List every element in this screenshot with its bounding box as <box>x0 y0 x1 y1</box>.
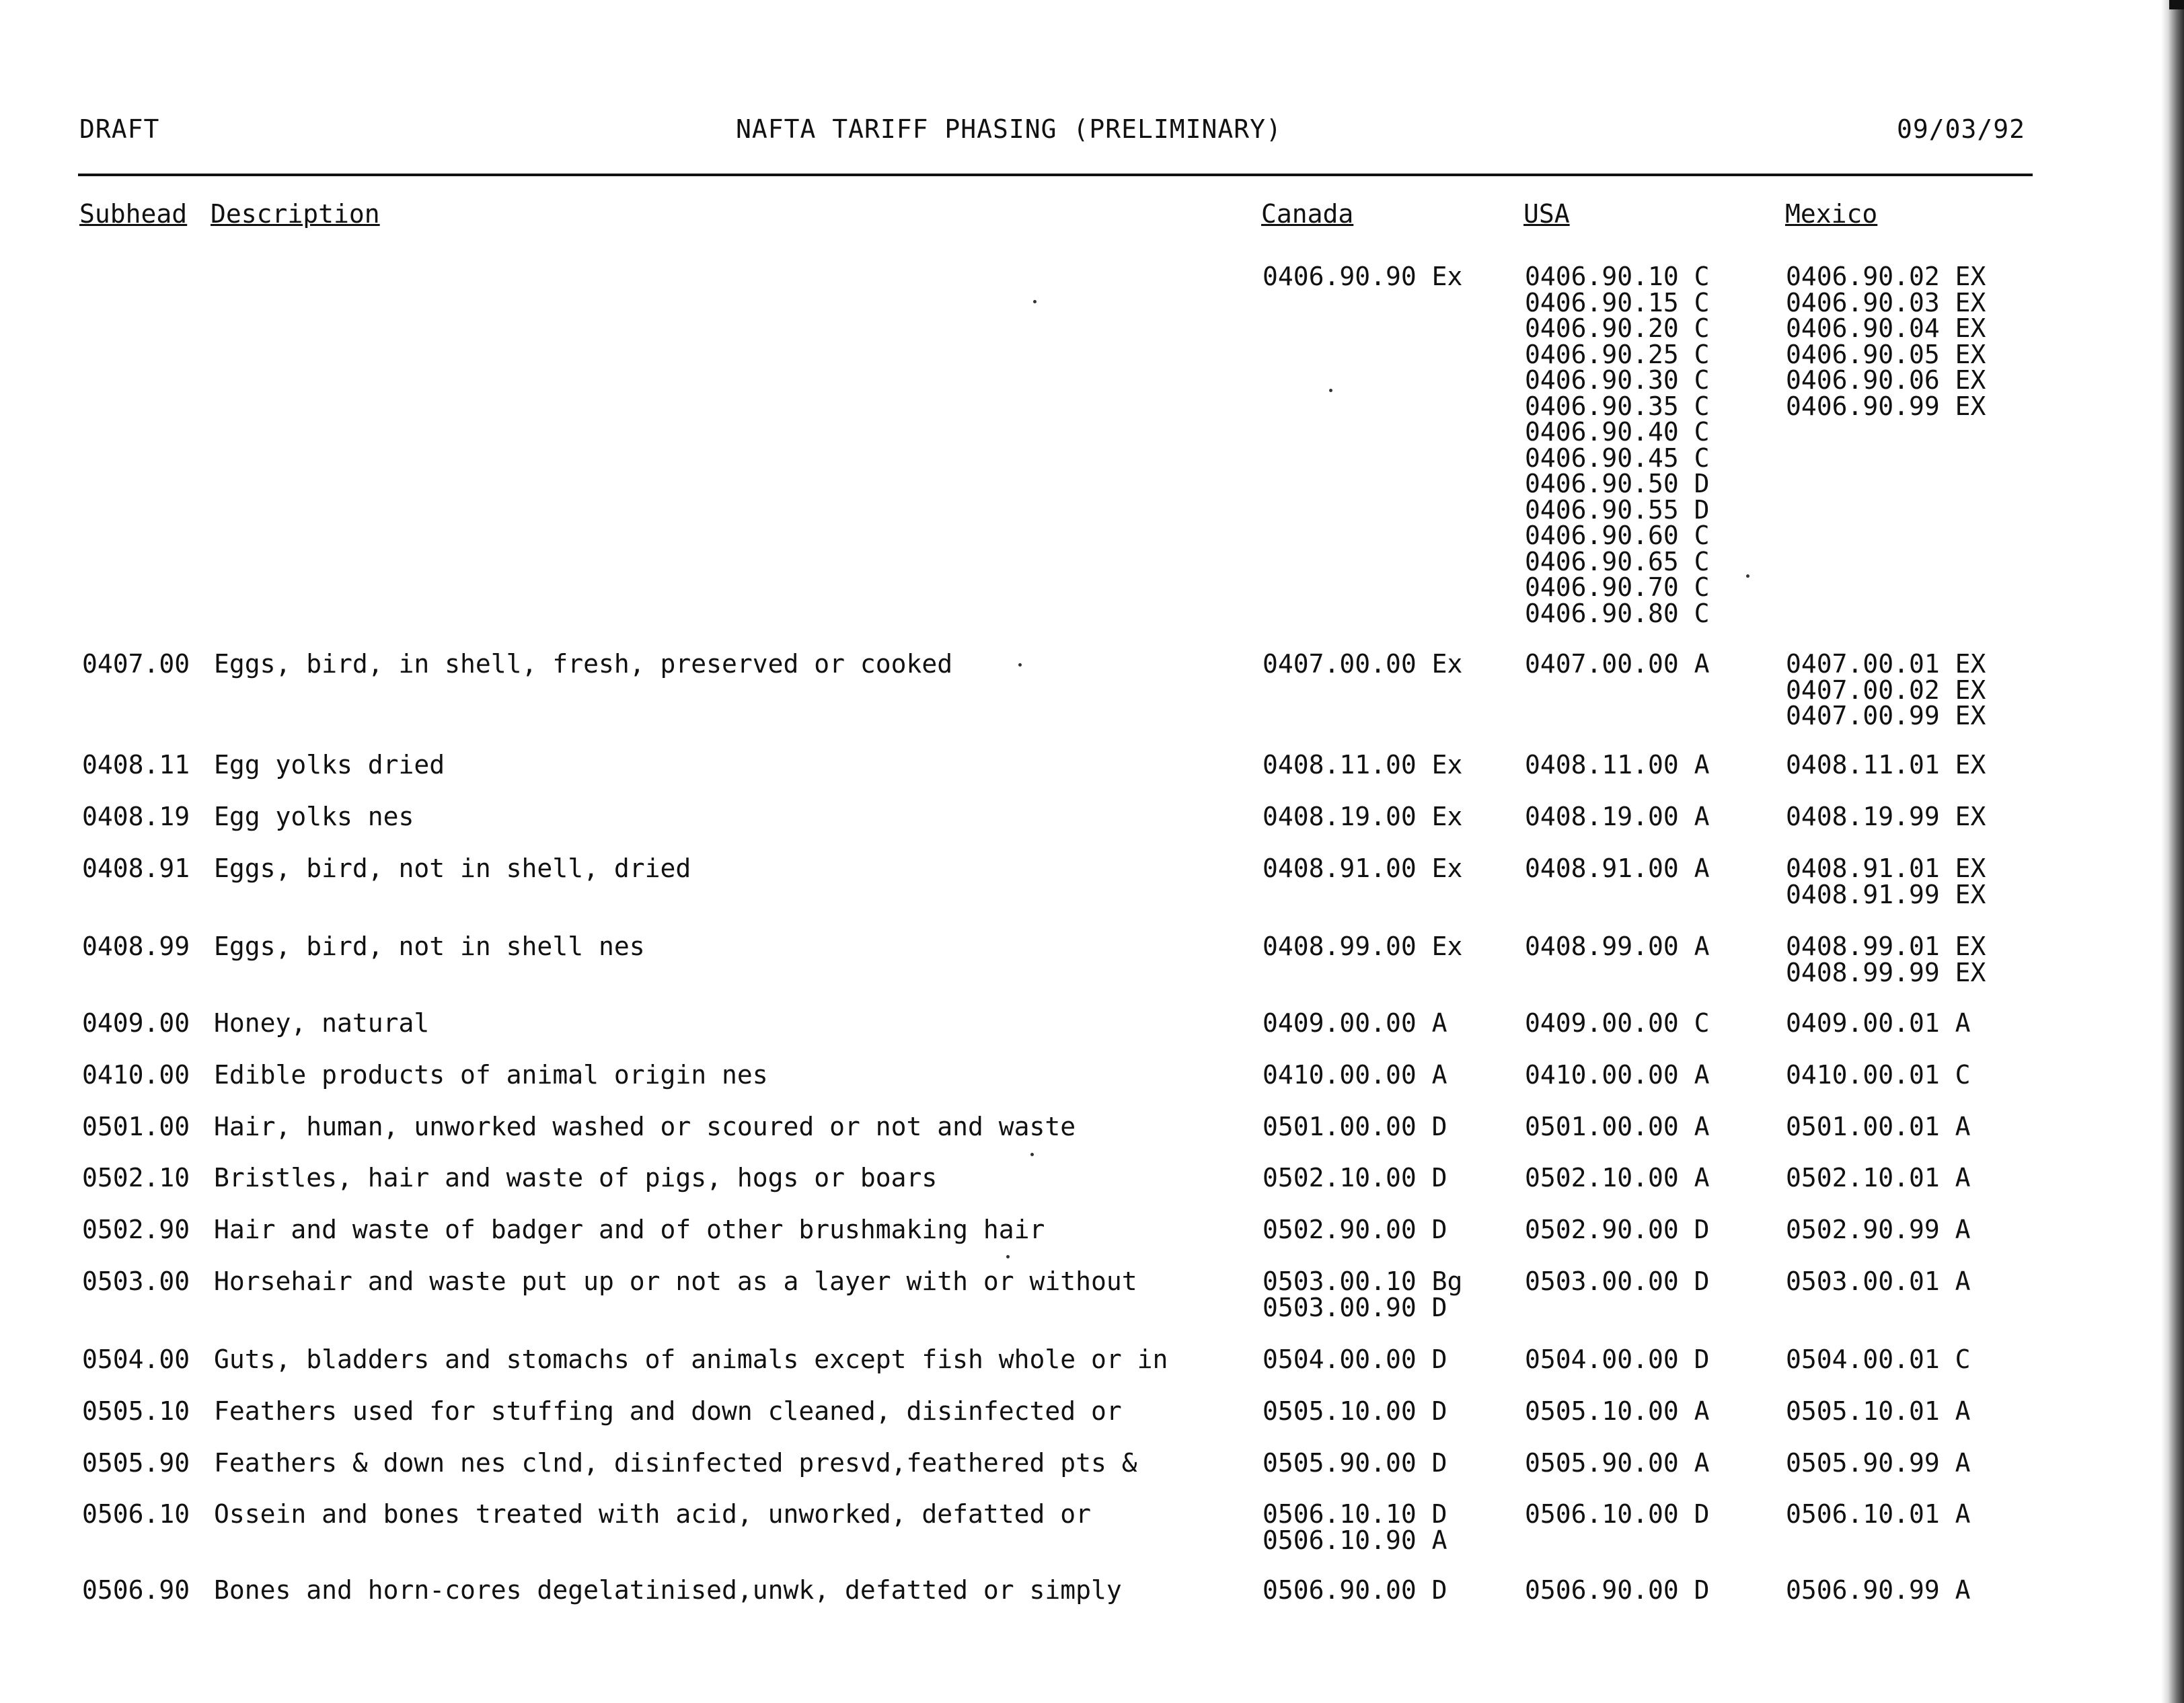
row-mexico-codes <box>1786 752 1986 778</box>
scan-speck <box>1033 300 1037 303</box>
usa-code: 0504.00.00 D <box>1525 1345 1710 1374</box>
usa-code: 0506.10.00 D <box>1525 1499 1710 1529</box>
canada-code: 0410.00.00 A <box>1263 1060 1447 1090</box>
row-description: Egg yolks dried <box>214 750 445 780</box>
row-description: Eggs, bird, in shell, fresh, preserved or cooked <box>214 649 953 679</box>
row-usa-codes <box>1525 1501 1710 1527</box>
mexico-code: 0410.00.01 C <box>1786 1060 1971 1090</box>
row-mexico-codes <box>1786 651 1986 729</box>
row-canada-codes <box>1263 651 1462 677</box>
usa-code: 0506.90.00 D <box>1525 1575 1710 1605</box>
scan-edge-shadow <box>2161 0 2184 1703</box>
row-description: Edible products of animal origin nes <box>214 1060 768 1090</box>
row-canada-codes <box>1263 1266 1463 1322</box>
usa-code: 0406.90.15 C <box>1525 287 1710 317</box>
row-mexico-codes <box>1786 264 1986 419</box>
row-subhead: 0506.90 <box>82 1575 190 1605</box>
mexico-code: 0505.10.01 A <box>1786 1396 1971 1426</box>
canada-code: 0502.10.00 D <box>1263 1163 1447 1193</box>
canada-code: 0505.10.00 D <box>1263 1396 1447 1426</box>
mexico-code: 0408.99.99 EX <box>1786 957 1986 987</box>
row-subhead: 0505.90 <box>82 1448 190 1478</box>
usa-code: 0501.00.00 A <box>1525 1112 1710 1141</box>
scan-speck <box>1746 574 1749 578</box>
row-description: Eggs, bird, not in shell nes <box>214 932 645 961</box>
usa-code: 0406.90.80 C <box>1525 598 1710 628</box>
mexico-code: 0408.91.01 EX <box>1786 854 1986 883</box>
canada-code: 0506.10.90 A <box>1263 1525 1447 1555</box>
row-canada-codes <box>1263 752 1462 778</box>
usa-code: 0502.10.00 A <box>1525 1163 1710 1193</box>
row-description: Feathers used for stuffing and down cleaned, disinfected or <box>214 1396 1122 1426</box>
row-mexico-codes <box>1786 1266 1971 1296</box>
row-mexico-codes <box>1786 856 1986 907</box>
usa-code: 0406.90.50 D <box>1525 469 1710 498</box>
usa-code: 0406.90.25 C <box>1525 339 1710 369</box>
mexico-code: 0505.90.99 A <box>1786 1448 1971 1478</box>
mexico-code: 0409.00.01 A <box>1786 1008 1971 1038</box>
row-usa-codes <box>1525 1398 1710 1425</box>
row-mexico-codes <box>1786 934 1986 985</box>
usa-code: 0406.90.35 C <box>1525 391 1710 421</box>
scan-speck <box>1006 1255 1010 1258</box>
usa-code: 0407.00.00 A <box>1525 649 1710 679</box>
mexico-code: 0407.00.01 EX <box>1786 649 1986 679</box>
usa-code: 0406.90.10 C <box>1525 262 1710 291</box>
mexico-code: 0408.91.99 EX <box>1786 879 1986 909</box>
canada-code: 0409.00.00 A <box>1263 1008 1447 1038</box>
mexico-code: 0408.11.01 EX <box>1786 750 1986 780</box>
row-subhead: 0408.99 <box>82 932 190 961</box>
row-usa-codes <box>1525 934 1710 960</box>
header-divider <box>78 174 2033 176</box>
canada-code: 0506.10.10 D <box>1263 1499 1447 1529</box>
row-description: Horsehair and waste put up or not as a layer with or without <box>214 1266 1137 1296</box>
row-subhead: 0408.11 <box>82 750 190 780</box>
scan-corner-mark <box>2169 0 2184 9</box>
canada-code: 0501.00.00 D <box>1263 1112 1447 1141</box>
row-mexico-codes <box>1786 1577 1971 1603</box>
column-header-description: Description <box>211 199 380 229</box>
mexico-code: 0406.90.05 EX <box>1786 339 1986 369</box>
canada-code: 0408.19.00 Ex <box>1263 802 1463 831</box>
canada-code: 0408.11.00 Ex <box>1263 750 1463 780</box>
usa-code: 0408.11.00 A <box>1525 750 1710 780</box>
mexico-code: 0504.00.01 C <box>1786 1345 1971 1374</box>
mexico-code: 0506.90.99 A <box>1786 1575 1971 1605</box>
mexico-code: 0406.90.99 EX <box>1786 391 1986 421</box>
row-usa-codes <box>1525 1062 1710 1088</box>
mexico-code: 0406.90.06 EX <box>1786 365 1986 395</box>
row-description: Eggs, bird, not in shell, dried <box>214 854 691 883</box>
row-canada-codes <box>1263 1398 1447 1425</box>
row-usa-codes <box>1525 1266 1710 1296</box>
row-subhead: 0410.00 <box>82 1060 190 1090</box>
column-header-usa: USA <box>1523 199 1570 229</box>
row-subhead: 0408.19 <box>82 802 190 831</box>
mexico-code: 0502.10.01 A <box>1786 1163 1971 1193</box>
row-description: Feathers & down nes clnd, disinfected presvd,feathered pts & <box>214 1448 1137 1478</box>
row-canada-codes <box>1263 1217 1447 1243</box>
draft-label: DRAFT <box>79 114 160 144</box>
mexico-code: 0406.90.02 EX <box>1786 262 1986 291</box>
row-subhead: 0409.00 <box>82 1008 190 1038</box>
row-subhead: 0506.10 <box>82 1499 190 1529</box>
row-description: Egg yolks nes <box>214 802 414 831</box>
mexico-code: 0503.00.01 A <box>1786 1266 1971 1296</box>
canada-code: 0408.99.00 Ex <box>1263 932 1463 961</box>
row-subhead: 0408.91 <box>82 854 190 883</box>
row-description: Ossein and bones treated with acid, unworked, defatted or <box>214 1499 1092 1529</box>
row-description: Bones and horn-cores degelatinised,unwk, defatted or simply <box>214 1575 1122 1605</box>
canada-code: 0503.00.10 Bg <box>1263 1266 1463 1296</box>
row-canada-codes <box>1263 804 1462 830</box>
usa-code: 0408.99.00 A <box>1525 932 1710 961</box>
row-canada-codes <box>1263 1062 1447 1088</box>
row-description: Guts, bladders and stomachs of animals except fish whole or in <box>214 1345 1168 1374</box>
mexico-code: 0408.19.99 EX <box>1786 802 1986 831</box>
mexico-code: 0502.90.99 A <box>1786 1215 1971 1244</box>
scan-speck <box>1018 663 1022 667</box>
row-mexico-codes <box>1786 1062 1971 1088</box>
row-subhead: 0502.90 <box>82 1215 190 1244</box>
row-description: Hair and waste of badger and of other brushmaking hair <box>214 1215 1045 1244</box>
row-usa-codes <box>1525 856 1710 882</box>
column-header-mexico: Mexico <box>1785 199 1878 229</box>
canada-code: 0407.00.00 Ex <box>1263 649 1463 679</box>
row-mexico-codes <box>1786 804 1986 830</box>
row-subhead: 0502.10 <box>82 1163 190 1193</box>
usa-code: 0406.90.30 C <box>1525 365 1710 395</box>
row-usa-codes <box>1525 1347 1710 1373</box>
row-mexico-codes <box>1786 1501 1971 1527</box>
column-header-subhead: Subhead <box>79 199 188 229</box>
usa-code: 0409.00.00 C <box>1525 1008 1710 1038</box>
row-mexico-codes <box>1786 1347 1971 1373</box>
row-usa-codes <box>1525 1114 1710 1140</box>
row-subhead: 0503.00 <box>82 1266 190 1296</box>
document-title: NAFTA TARIFF PHASING (PRELIMINARY) <box>736 114 1282 144</box>
row-canada-codes <box>1263 1114 1447 1140</box>
canada-code: 0504.00.00 D <box>1263 1345 1447 1374</box>
usa-code: 0406.90.40 C <box>1525 417 1710 447</box>
row-mexico-codes <box>1786 1114 1971 1140</box>
row-description: Honey, natural <box>214 1008 430 1038</box>
usa-code: 0406.90.65 C <box>1525 546 1710 576</box>
row-usa-codes <box>1525 264 1710 626</box>
canada-code: 0502.90.00 D <box>1263 1215 1447 1244</box>
usa-code: 0408.19.00 A <box>1525 802 1710 831</box>
usa-code: 0502.90.00 D <box>1525 1215 1710 1244</box>
row-mexico-codes <box>1786 1010 1971 1036</box>
row-usa-codes <box>1525 1577 1710 1603</box>
row-canada-codes <box>1263 1501 1447 1553</box>
row-canada-codes <box>1263 1010 1447 1036</box>
canada-code: 0506.90.00 D <box>1263 1575 1447 1605</box>
row-usa-codes <box>1525 1165 1710 1191</box>
scan-speck <box>1030 1153 1034 1156</box>
row-mexico-codes <box>1786 1398 1971 1425</box>
document-date: 09/03/92 <box>1897 114 2026 144</box>
mexico-code: 0408.99.01 EX <box>1786 932 1986 961</box>
mexico-code: 0501.00.01 A <box>1786 1112 1971 1141</box>
canada-code: 0503.00.90 D <box>1263 1292 1447 1322</box>
row-subhead: 0504.00 <box>82 1345 190 1374</box>
row-usa-codes <box>1525 1217 1710 1243</box>
mexico-code: 0406.90.03 EX <box>1786 287 1986 317</box>
row-canada-codes <box>1263 1347 1447 1373</box>
row-usa-codes <box>1525 752 1710 778</box>
row-subhead: 0505.10 <box>82 1396 190 1426</box>
mexico-code: 0407.00.99 EX <box>1786 701 1986 730</box>
row-usa-codes <box>1525 1450 1710 1476</box>
usa-code: 0406.90.60 C <box>1525 521 1710 550</box>
canada-code: 0505.90.00 D <box>1263 1448 1447 1478</box>
row-usa-codes <box>1525 651 1710 677</box>
row-usa-codes <box>1525 804 1710 830</box>
usa-code: 0406.90.55 D <box>1525 494 1710 525</box>
usa-code: 0410.00.00 A <box>1525 1060 1710 1090</box>
row-canada-codes <box>1263 1450 1447 1476</box>
scan-speck <box>1329 389 1332 392</box>
row-mexico-codes <box>1786 1165 1971 1191</box>
usa-code: 0408.91.00 A <box>1525 854 1710 883</box>
column-header-canada: Canada <box>1261 199 1354 229</box>
row-canada-codes <box>1263 934 1462 960</box>
canada-code: 0406.90.90 Ex <box>1263 262 1463 291</box>
mexico-code: 0407.00.02 EX <box>1786 675 1986 705</box>
mexico-code: 0506.10.01 A <box>1786 1499 1971 1529</box>
canada-code: 0408.91.00 Ex <box>1263 854 1463 883</box>
row-canada-codes <box>1263 856 1462 882</box>
row-mexico-codes <box>1786 1217 1971 1243</box>
row-description: Bristles, hair and waste of pigs, hogs or boars <box>214 1163 938 1193</box>
row-description: Hair, human, unworked washed or scoured or not and waste <box>214 1112 1076 1141</box>
usa-code: 0503.00.00 D <box>1525 1266 1710 1296</box>
usa-code: 0406.90.20 C <box>1525 313 1710 343</box>
row-mexico-codes <box>1786 1450 1971 1476</box>
usa-code: 0505.90.00 A <box>1525 1448 1710 1478</box>
row-subhead: 0407.00 <box>82 649 190 679</box>
mexico-code: 0406.90.04 EX <box>1786 313 1986 343</box>
row-canada-codes <box>1263 264 1462 290</box>
usa-code: 0406.90.45 C <box>1525 443 1710 473</box>
row-canada-codes <box>1263 1165 1447 1191</box>
usa-code: 0505.10.00 A <box>1525 1396 1710 1426</box>
row-usa-codes <box>1525 1010 1710 1036</box>
row-canada-codes <box>1263 1577 1447 1603</box>
usa-code: 0406.90.70 C <box>1525 572 1710 602</box>
row-subhead: 0501.00 <box>82 1112 190 1141</box>
